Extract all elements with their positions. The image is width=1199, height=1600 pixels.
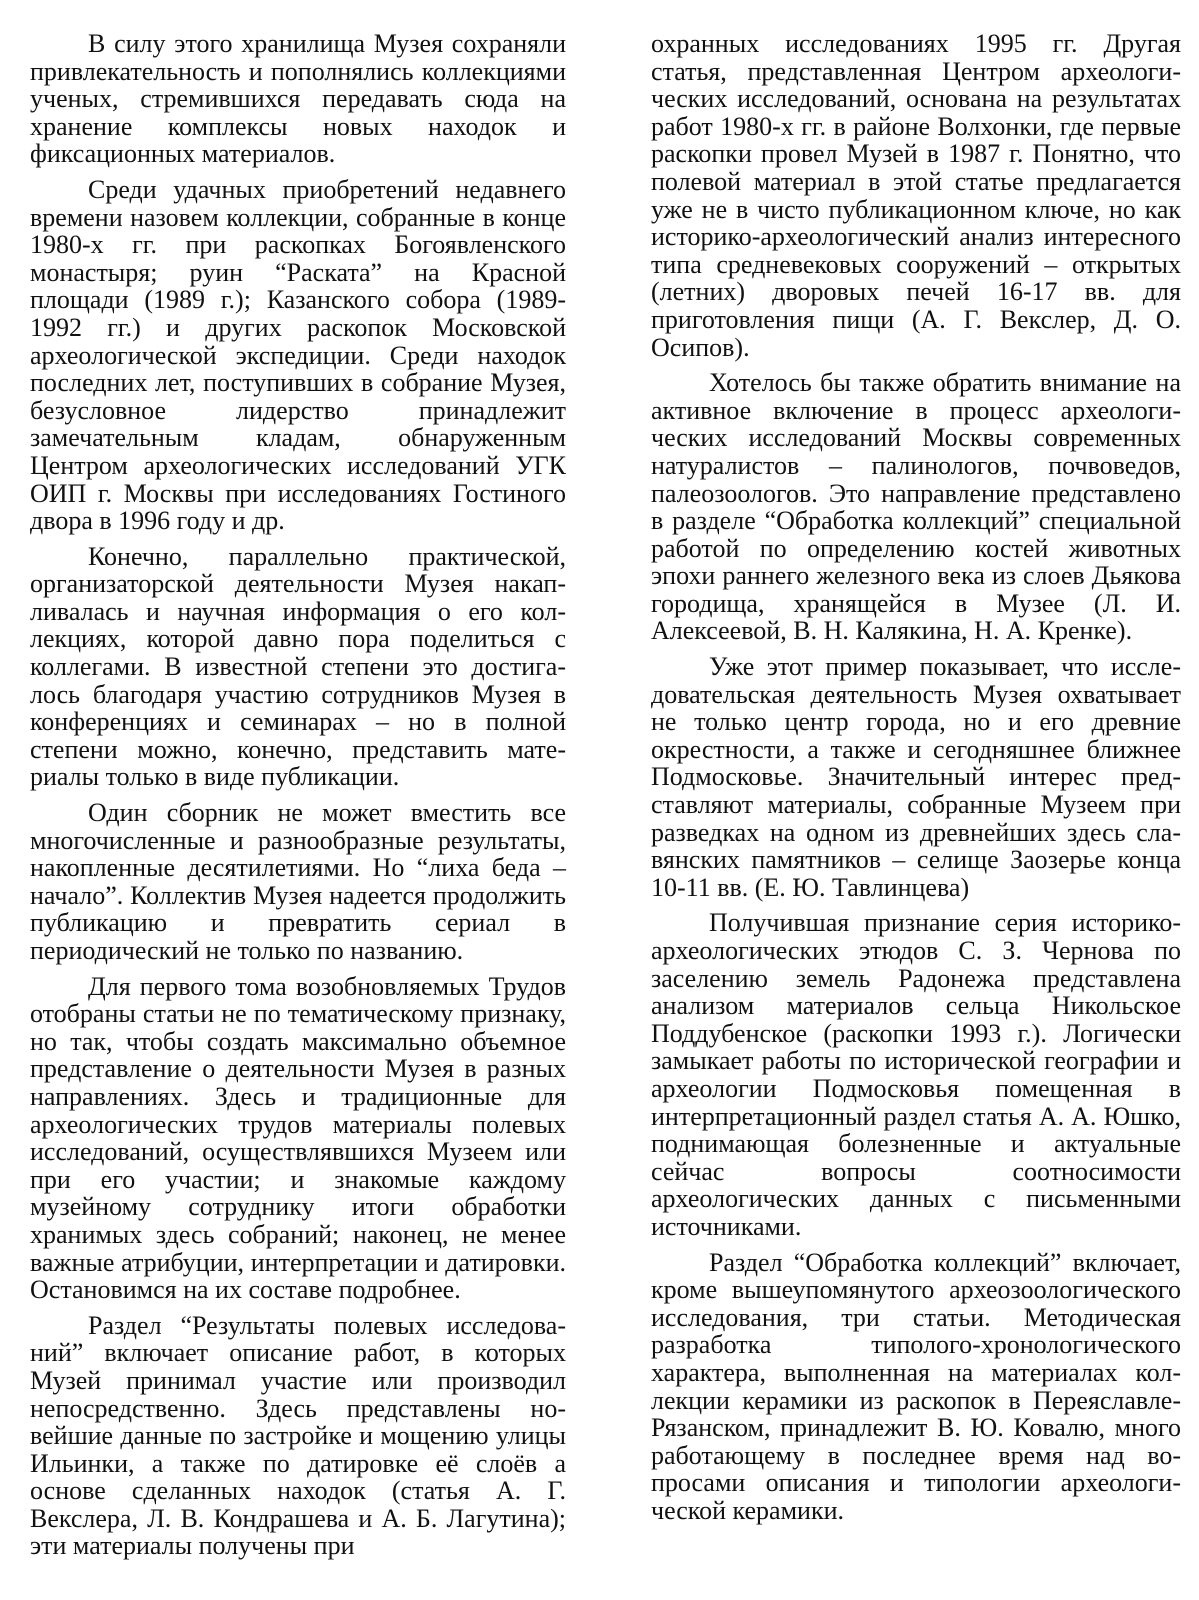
paragraph-continuation: охранных исследованиях 1995 гг. Другая статья, представленная Центром археологических исследований, основана на результатах работ 1980-х гг. в районе Волхонки, где первые раскопки провел Музей в 1987 г. Понятно, что полевой материал в этой статье предлагается уже не в чисто публикационном ключе, но как историко-археологический анализ интересного типа средневековых сооружений – открытых (летних) дворовых печей 16-17 вв. для приготовления пищи (А. Г. Векслер, Д. О. Осипов).: [651, 29, 1181, 362]
paragraph: Раздел “Результаты полевых исследований” включает описание работ, в которых Музей принимал участие или производил непосредственно. Здесь представлены новейшие данные по застройке и мощению улицы Ильинки, а также по датировке её слоёв а основе сделанных находок (статья А. Г. Векслера, Л. В. Кондрашева и А. Б. Лагутина); эти материалы получены при: [30, 1310, 566, 1561]
paragraph: Уже этот пример показывает, что исследовательская деятельность Музея охватывает не только центр города, но и его древние окрестности, а также и сегодняшнее ближнее Подмосковье. Значительный интерес представляют материалы, собранные Музеем при разведках на одном из древнейших здесь славянских памятников – селище Заозерье конца 10-11 вв. (Е. Ю. Тавлинцева): [651, 652, 1181, 902]
paragraph: Один сборник не может вместить все многочисленные и разнообразные результаты, накопленные десятилетиями. Но “лиха беда – начало”. Коллектив Музея надеется продолжить публикацию и превратить сериал в периодический не только по названию.: [30, 798, 566, 965]
paragraph: Хотелось бы также обратить внимание на активное включение в процесс археологических исследований Москвы современных натуралистов – палинологов, почвоведов, палеозоологов. Это направление представлено в разделе “Обработка коллекций” специальной работой по определению костей животных эпохи раннего железного века из слоев Дьякова городища, хранящейся в Музее (Л. И. Алексеевой, В. Н. Калякина, Н. А. Кренке).: [651, 368, 1181, 646]
right-text-column: [651, 30, 1181, 1532]
paragraph: Конечно, параллельно практической, организаторской деятельности Музея накапливалась и научная информация о его коллекциях, которой давно пора поделиться с коллегами. В известной степени это достигалось благодаря участию сотрудников Музея в конференциях и семинарах – но в полной степени можно, конечно, представить материалы только в виде публикации.: [30, 541, 566, 792]
paragraph: Среди удачных приобретений недавнего времени назовем коллекции, собранные в конце 1980-х гг. при раскопках Богоявленского монастыря; руин “Раската” на Красной площади (1989 г.); Казанского собора (1989-1992 гг.) и других раскопок Московской археологической экспедиции. Среди находок последних лет, поступивших в собрание Музея, безусловное лидерство принадлежит замечательным кладам, обнаруженным Центром археологических исследований УГК ОИП г. Москвы при исследованиях Гостиного двора в 1996 году и др.: [30, 174, 566, 536]
left-text-column: [30, 30, 566, 1568]
paragraph: В силу этого хранилища Музея сохраняли привлекательность и пополнялись коллекциями ученых, стремившихся передавать сюда на хранение комплексы новых находок и фиксационных материалов.: [30, 29, 566, 169]
paragraph: Получившая признание серия историко-археологических этюдов С. З. Чернова по заселению земель Радонежа представлена анализом материалов сельца Никольское Поддубенское (раскопки 1993 г.). Логически замыкает работы по исторической географии и археологии Подмосковья помещенная в интерпретационный раздел статья А. А. Юшко, поднимающая болезненные и актуальные сейчас вопросы соотносимости археологических данных с письменными источниками.: [651, 908, 1181, 1241]
paragraph: Для первого тома возобновляемых Трудов отобраны статьи не по тематическому признаку, но так, чтобы создать максимально объемное представление о деятельности Музея в разных направлениях. Здесь и традиционные для археологических трудов материалы полевых исследований, осуществлявшихся Музеем или при его участии; и знакомые каждому музейному сотруднику итоги обработки хранимых здесь собраний; наконец, не менее важные атрибуции, интерпретации и датировки. Остановимся на их составе подробнее.: [30, 971, 566, 1305]
paragraph: Раздел “Обработка коллекций” включает, кроме вышеупомянутого археозоологического исследования, три статьи. Методическая разработка типолого-хронологического характера, выполненная на материалах коллекции керамики из раскопок в Переяславле-Рязанском, принадлежит В. Ю. Ковалю, много работающему в последнее время над вопросами описания и типологии археологической керамики.: [651, 1247, 1181, 1525]
